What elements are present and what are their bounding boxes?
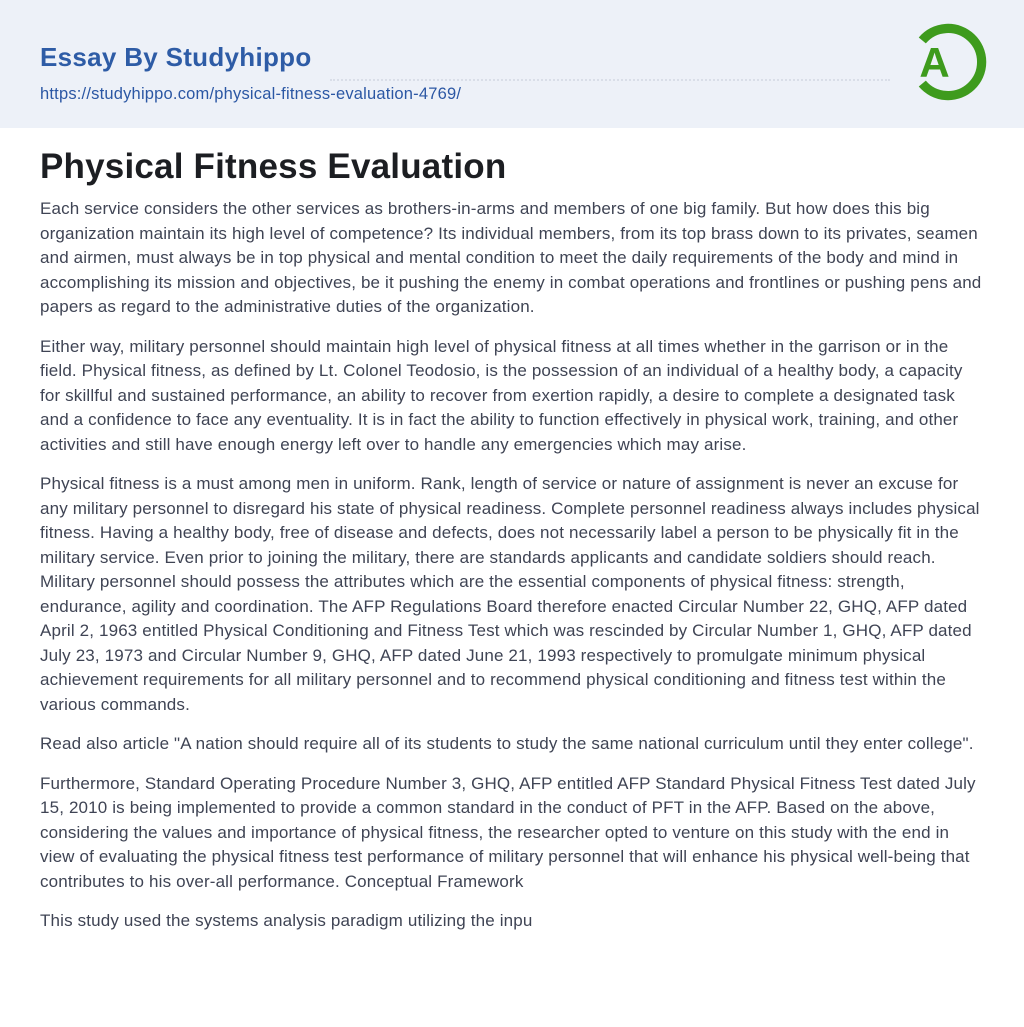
- article-paragraph-2: Either way, military personnel should maintain high level of physical fitness at all times whether in the garrison or in the field. Physical fitness, as defined by Lt. Colonel Teodosio, is the possession of an individual of a healthy body, a capacity for skillful and sustained performance, an ability to recover from exertion rapidly, a desire to complete a designated task and a confidence to face any eventuality. It is in fact the ability to function effectively in physical work, training, and other activities and still have enough energy left over to handle any emergencies which may arise.: [40, 336, 963, 454]
- article-paragraph-5: Furthermore, Standard Operating Procedure Number 3, GHQ, AFP entitled AFP Standard Physical Fitness Test dated July 15, 2010 is being implemented to provide a common standard in the conduct of PFT in the AFP. Based on the above, considering the values and importance of physical fitness, the researcher opted to venture on this study with the end in view of evaluating the physical fitness test performance of military personnel that will enhance his physical well-being that contributes to his over-all performance. Conceptual Framework: [40, 773, 976, 891]
- article-paragraph-6: This study used the systems analysis paradigm utilizing the inpu: [40, 911, 533, 930]
- article-paragraph-1: Each service considers the other services as brothers-in-arms and members of one big family. But how does this big organization maintain its high level of competence? Its individual members, from its top brass down to its privates, seamen and airmen, must always be in top physical and mental condition to meet the daily requirements of the body and mind in accomplishing its mission and objectives, be it pushing the enemy in combat operations and frontlines or pushing pens and papers as regard to the administrative duties of the organization.: [40, 199, 982, 316]
- article-paragraph-3: Physical fitness is a must among men in uniform. Rank, length of service or nature of assignment is never an excuse for any military personnel to disregard his state of physical readiness. Complete personnel readiness always includes physical fitness. Having a healthy body, free of disease and defects, does not necessarily label a person to be physically fit in the military service. Even prior to joining the military, there are standards applicants and candidate soldiers should reach. Military personnel should possess the attributes which are the essential components of physical fitness: strength, endurance, agility and coordination. The AFP Regulations Board therefore enacted Circular Number 22, GHQ, AFP dated April 2, 1963 entitled Physical Conditioning and Fitness Test which was rescinded by Circular Number 1, GHQ, AFP dated July 23, 1973 and Circular Number 9, GHQ, AFP dated June 21, 1993 respectively to promulgate minimum physical achievement requirements for all military personnel and to recommend physical conditioning and fitness test within the various commands.: [40, 474, 980, 714]
- logo-letter: A: [919, 39, 950, 87]
- studyhippo-logo-icon: [906, 20, 990, 104]
- article-title: Physical Fitness Evaluation: [40, 147, 507, 186]
- article-paragraph-4: Read also article "A nation should require all of its students to study the same national curriculum until they enter college".: [40, 734, 974, 753]
- dotted-divider: [330, 79, 890, 81]
- site-title-link[interactable]: Essay By Studyhippo: [40, 42, 312, 72]
- page-url-link[interactable]: https://studyhippo.com/physical-fitness-evaluation-4769/: [40, 85, 462, 103]
- page-header: [0, 0, 1024, 128]
- article-body: [0, 128, 1024, 934]
